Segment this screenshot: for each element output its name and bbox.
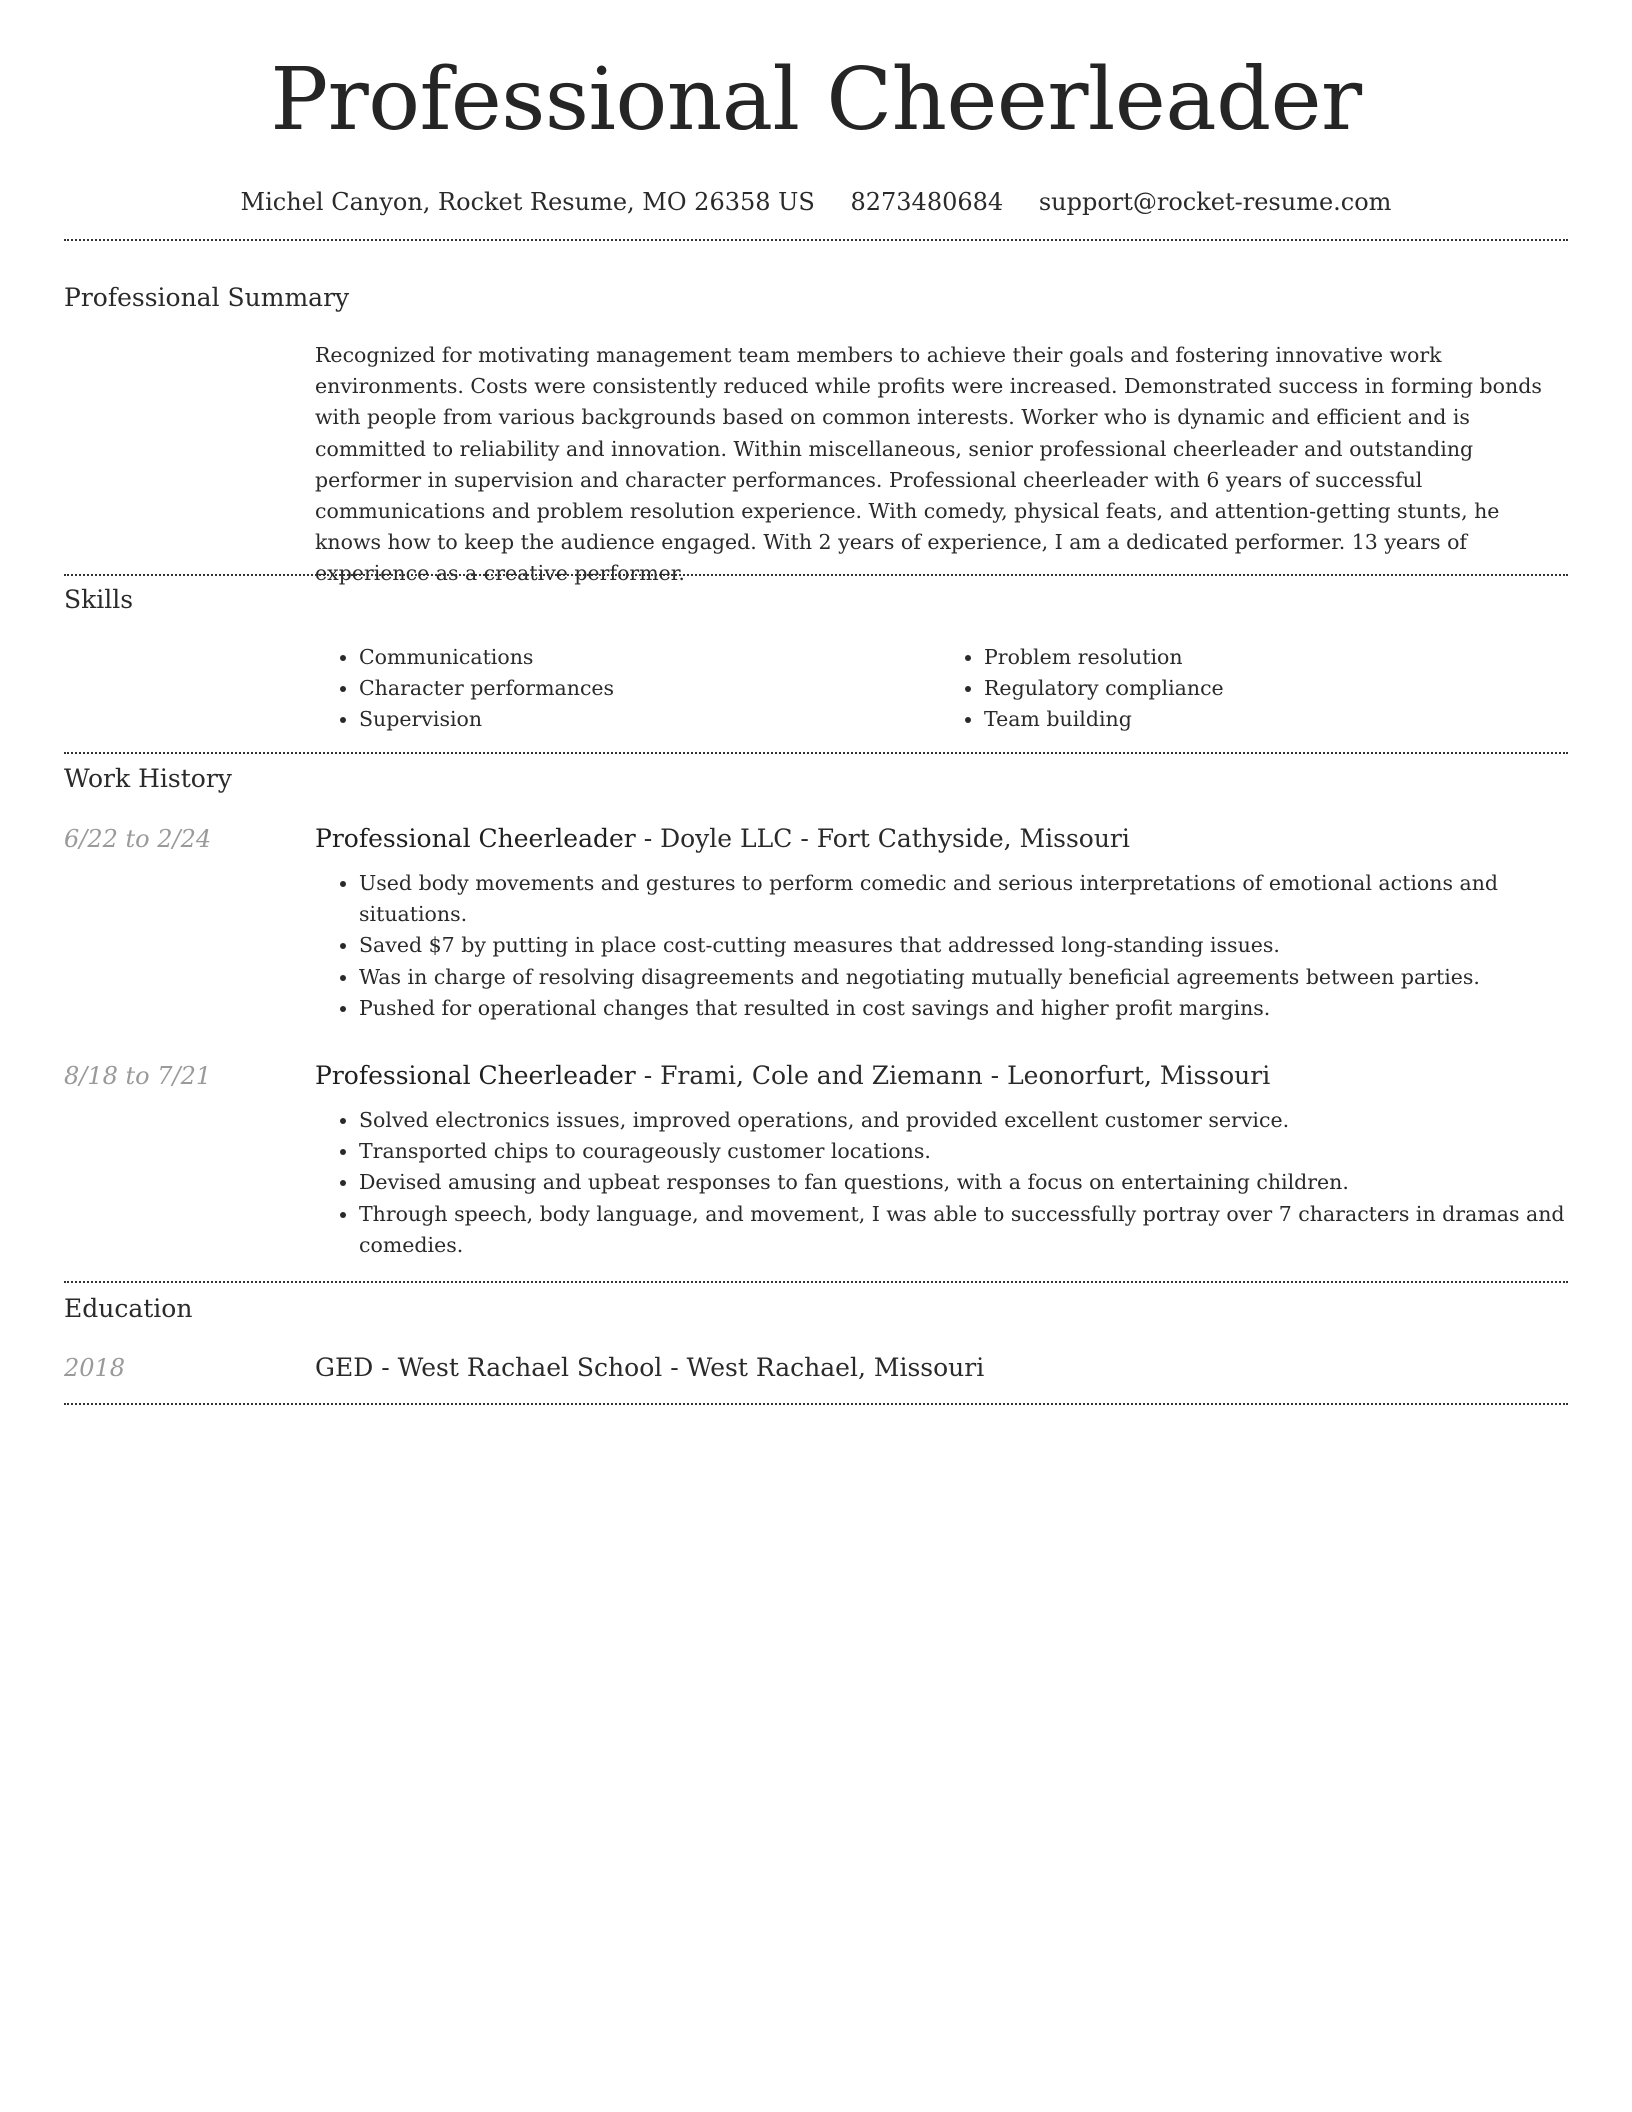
divider — [64, 574, 1568, 576]
job-bullet: • Devised amusing and upbeat responses to fan questions, with a focus on entertaining children. — [359, 1167, 1565, 1198]
resume-header — [0, 0, 1632, 218]
summary-heading: Professional Summary — [64, 283, 350, 312]
resume-name: Professional Cheerleader — [270, 50, 1362, 150]
summary-body — [315, 340, 1565, 590]
skill-item: • Problem resolution — [984, 642, 1565, 673]
divider — [64, 1281, 1568, 1283]
contact-email: support@rocket-resume.com — [1038, 188, 1392, 216]
job-dates: 8/18 to 7/21 — [64, 1062, 212, 1090]
job-bullet: • Was in charge of resolving disagreements and negotiating mutually beneficial agreements between parties. — [359, 962, 1565, 993]
job-role: Professional Cheerleader — [315, 1061, 636, 1090]
job-bullet: • Solved electronics issues, improved operations, and provided excellent customer service. — [359, 1105, 1565, 1136]
skills-body — [315, 642, 1565, 736]
education-entry — [315, 1351, 1565, 1385]
skills-grid — [315, 642, 1565, 736]
skill-item: • Supervision — [359, 704, 940, 735]
job-bullet: • Saved $7 by putting in place cost-cutting measures that addressed long-standing issues. — [359, 930, 1565, 961]
skill-item: • Team building — [984, 704, 1565, 735]
job-bullet: • Used body movements and gestures to perform comedic and serious interpretations of emotional actions and situations. — [359, 868, 1565, 930]
divider — [64, 239, 1568, 241]
job-bullets — [315, 868, 1565, 1024]
job-entry — [315, 1059, 1565, 1261]
job-bullet: • Transported chips to courageously customer locations. — [359, 1136, 1565, 1167]
job-details: - Frami, Cole and Ziemann - Leonorfurt, Missouri — [635, 1061, 1271, 1090]
contact-address: Michel Canyon, Rocket Resume, MO 26358 US — [240, 188, 815, 216]
skills-list-left — [315, 642, 940, 736]
education-text: GED - West Rachael School - West Rachael, Missouri — [315, 1353, 985, 1382]
job-details: - Doyle LLC - Fort Cathyside, Missouri — [635, 824, 1130, 853]
skill-item: • Regulatory compliance — [984, 673, 1565, 704]
contact-line — [0, 186, 1632, 218]
divider — [64, 1403, 1568, 1405]
job-bullet: • Through speech, body language, and movement, I was able to successfully portray over 7 characters in dramas and comedies. — [359, 1199, 1565, 1261]
skills-list-right — [940, 642, 1565, 736]
job-dates: 6/22 to 2/24 — [64, 825, 212, 853]
job-role: Professional Cheerleader — [315, 824, 636, 853]
skill-item: • Communications — [359, 642, 940, 673]
contact-phone: 8273480684 — [850, 188, 1004, 216]
divider — [64, 752, 1568, 754]
skill-item: • Character performances — [359, 673, 940, 704]
work-heading: Work History — [64, 764, 232, 793]
skills-heading: Skills — [64, 585, 134, 614]
job-bullets — [315, 1105, 1565, 1261]
job-title — [315, 1059, 1565, 1093]
job-entry — [315, 822, 1565, 1024]
job-bullet: • Pushed for operational changes that resulted in cost savings and higher profit margins. — [359, 993, 1565, 1024]
summary-text: Recognized for motivating management team members to achieve their goals and fostering innovative work environments. Costs were consistently reduced while profits were increased. Demonstrated success in forming bonds with people from various backgrounds based on common interests. Worker who is dynamic and efficient and is committed to reliability and innovation. Within miscellaneous, senior professional cheerleader and outstanding performer in supervision and character performances. Professional cheerleader with 6 years of successful communications and problem resolution experience. With comedy, physical feats, and attention-getting stunts, he knows how to keep the audience engaged. With 2 years of experience, I am a dedicated performer. 13 years of experience as a creative performer. — [315, 343, 1542, 586]
education-year: 2018 — [64, 1354, 126, 1382]
education-heading: Education — [64, 1294, 193, 1323]
job-title — [315, 822, 1565, 856]
